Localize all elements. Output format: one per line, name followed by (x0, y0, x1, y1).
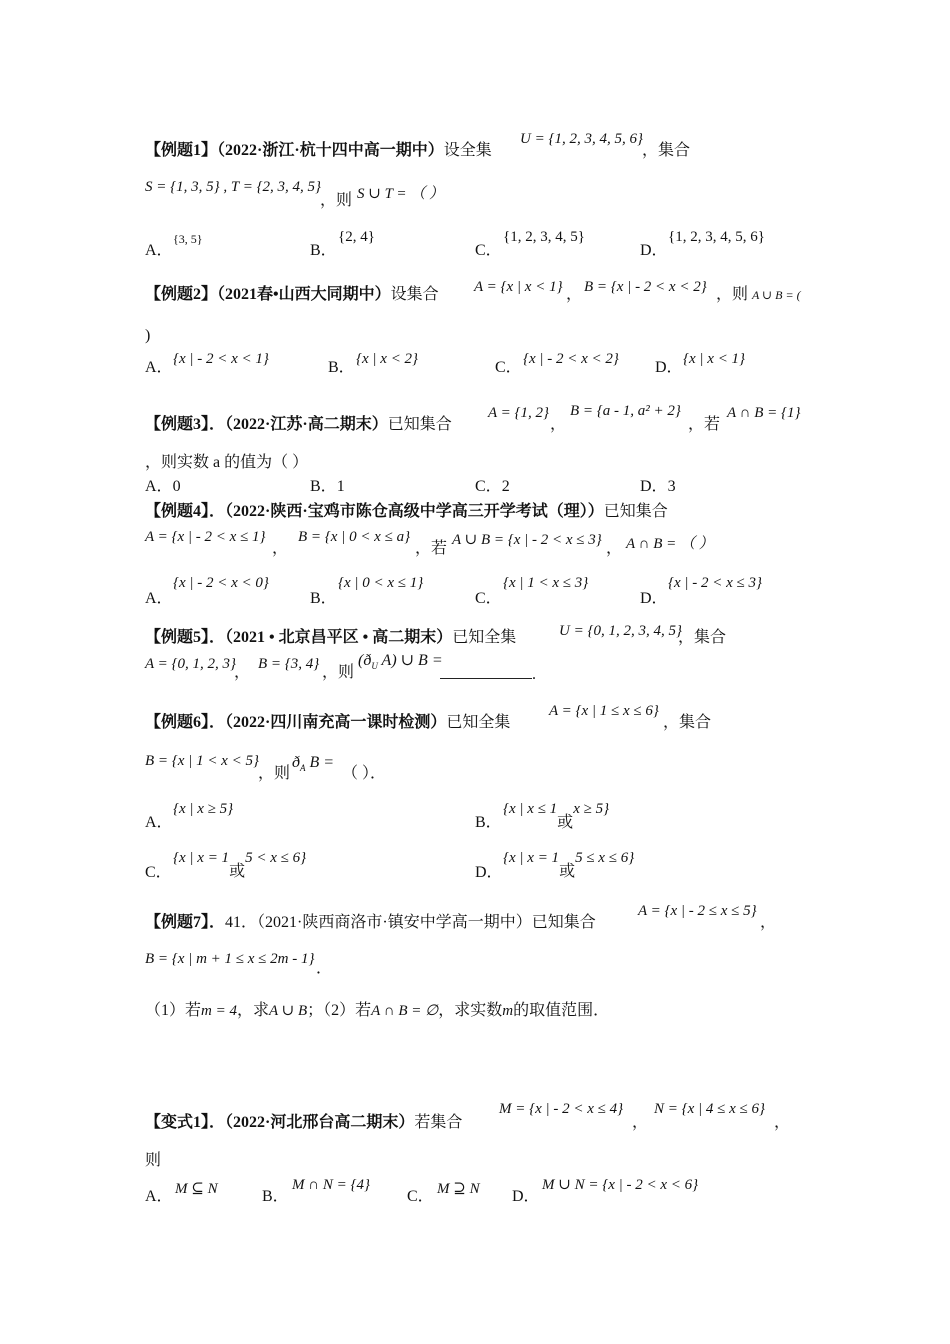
ex7-dot: ． (316, 960, 333, 977)
ex7-number: 41． (225, 914, 258, 931)
ex7-comma: ， (760, 914, 777, 931)
ex2-option-b-label[interactable]: B． (328, 359, 355, 376)
ex4-option-d[interactable]: {x | - 2 < x ≤ 3} (668, 575, 763, 591)
ex3-question: ，则实数 a 的值为（ ） (145, 454, 309, 471)
ex1-option-d-label[interactable]: D． (640, 242, 668, 259)
ex7-set-a: A = {x | - 2 ≤ x ≤ 5} (638, 903, 757, 919)
ex5-complement-sub: U (371, 661, 378, 672)
ex5-comma: ， (234, 664, 251, 681)
ex1-tail: ，集合 (642, 142, 691, 159)
var1-stem (145, 1112, 462, 1134)
ex3-option-d-label: D． (640, 478, 668, 495)
ex6-option-c-part2: 5 < x ≤ 6} (245, 850, 307, 866)
ex3-comma: ， (550, 416, 567, 433)
ex3-option-b[interactable] (310, 476, 345, 498)
ex3-set-b: B = {a - 1, a² + 2} (570, 403, 681, 419)
ex3-source: （2022·江苏·高二期末） (225, 416, 388, 433)
ex7-subquestions (145, 1000, 609, 1022)
ex6-option-b-label[interactable]: B． (475, 814, 502, 831)
ex2-set-a: A = {x | x < 1} (474, 279, 563, 295)
ex7-stem (145, 912, 596, 934)
var1-then: 则 (145, 1152, 162, 1169)
ex3-intro: 已知集合 (387, 416, 452, 433)
ex5-end: . (532, 666, 536, 683)
ex6-option-b[interactable] (503, 798, 610, 831)
ex7-intersection: A ∩ B = ∅ (371, 1003, 439, 1019)
ex6-complement-symbol: ð (292, 754, 300, 771)
ex6-tail: ，集合 (663, 714, 712, 731)
ex1-source: （2022·浙江·杭十四中高一期中） (217, 142, 444, 159)
ex2-option-a[interactable]: {x | - 2 < x < 1} (173, 351, 269, 367)
ex1-intro: 设全集 (443, 142, 492, 159)
ex4-source: （2022·陕西·宝鸡市陈仓高级中学高三开学考试（理）） (225, 503, 604, 520)
ex7-m-value: m = 4 (201, 1003, 237, 1019)
var1-option-c[interactable]: M ⊇ N (437, 1181, 480, 1197)
ex6-source: （2022·四川南充高一课时检测） (225, 714, 447, 731)
ex3-option-a-label: A． (145, 478, 173, 495)
ex2-option-d[interactable]: {x | x < 1} (683, 351, 746, 367)
ex2-set-b: B = {x | - 2 < x < 2} (584, 279, 707, 295)
ex6-option-c-or: 或 (229, 863, 246, 880)
ex4-intro: 已知集合 (603, 503, 668, 520)
ex1-then: ，则 (320, 192, 353, 209)
ex1-option-a[interactable]: {3, 5} (173, 232, 203, 246)
ex4-option-a[interactable]: {x | - 2 < x < 0} (173, 575, 269, 591)
ex6-tag: 【例题6】． (145, 714, 226, 731)
ex6-intro: 已知全集 (446, 714, 511, 731)
ex4-comma2: ， (606, 540, 623, 557)
ex6-option-c-part1: {x | x = 1 (173, 850, 230, 866)
ex5-intro: 已知全集 (452, 629, 517, 646)
ex5-tail: ，集合 (678, 629, 727, 646)
ex7-tag: 【例题7】． (145, 914, 226, 931)
ex4-set-a: A = {x | - 2 < x ≤ 1} (145, 529, 266, 545)
ex2-tag: 【例题2】 (145, 286, 218, 303)
ex3-option-c-value: 2 (501, 478, 510, 495)
ex5-tag: 【例题5】． (145, 629, 226, 646)
ex7-set-b: B = {x | m + 1 ≤ x ≤ 2m - 1} (145, 951, 315, 967)
ex1-option-c[interactable]: {1, 2, 3, 4, 5} (503, 229, 585, 245)
ex4-option-c-label[interactable]: C． (475, 590, 502, 607)
ex4-comma: ， (272, 540, 289, 557)
ex4-condition: A ∪ B = {x | - 2 < x ≤ 3} (452, 532, 602, 548)
var1-option-a-label[interactable]: A． (145, 1188, 173, 1205)
ex7-p4: ，求实数 (438, 1002, 503, 1019)
ex5-then: ，则 (322, 664, 355, 681)
ex6-option-d-label[interactable]: D． (475, 864, 503, 881)
ex3-tag: 【例题3】． (145, 416, 226, 433)
ex7-p5: 的取值范围． (513, 1002, 610, 1019)
ex4-stem (145, 501, 668, 523)
ex6-option-b-or: 或 (557, 814, 574, 831)
ex5-complement-symbol: (ð (358, 652, 372, 669)
ex6-option-d-part2: 5 ≤ x ≤ 6} (575, 850, 635, 866)
ex1-sets-st: S = {1, 3, 5} , T = {2, 3, 4, 5} (145, 179, 322, 195)
ex3-option-c-label: C． (475, 478, 502, 495)
var1-set-n: N = {x | 4 ≤ x ≤ 6} (654, 1101, 766, 1117)
ex2-option-b[interactable]: {x | x < 2} (356, 351, 419, 367)
ex6-expr (292, 752, 334, 779)
ex6-option-d[interactable] (503, 847, 635, 880)
ex1-option-c-label[interactable]: C． (475, 242, 502, 259)
ex6-stem (145, 712, 510, 734)
ex4-option-c[interactable]: {x | 1 < x ≤ 3} (503, 575, 589, 591)
ex3-option-d-value: 3 (667, 478, 676, 495)
ex7-union: A ∪ B (269, 1003, 308, 1019)
ex6-then: ，则 (258, 765, 291, 782)
ex5-set-a: A = {0, 1, 2, 3} (145, 656, 237, 672)
ex4-expr: A ∩ B = （ ） (626, 536, 714, 552)
ex1-option-a-label[interactable]: A． (145, 242, 173, 259)
ex2-then: ，则 (716, 286, 749, 303)
ex3-set-a: A = {1, 2} (488, 405, 550, 421)
ex4-set-b: B = {x | 0 < x ≤ a} (298, 529, 411, 545)
ex5-answer-blank[interactable] (440, 662, 536, 686)
ex5-stem (145, 627, 516, 649)
ex2-close-paren: ) (145, 327, 151, 344)
ex6-option-b-part2: x ≥ 5} (573, 801, 610, 817)
var1-option-d-label[interactable]: D． (512, 1188, 540, 1205)
var1-option-d[interactable]: M ∪ N = {x | - 2 < x < 6} (542, 1177, 699, 1193)
var1-tag: 【变式1】． (145, 1114, 226, 1131)
ex3-option-b-value: 1 (336, 478, 345, 495)
ex6-set-b: B = {x | 1 < x < 5} (145, 753, 259, 769)
ex7-m-var: m (502, 1003, 514, 1019)
ex4-if: ，若 (415, 540, 448, 557)
ex5-expr-rest: A) ∪ B = (377, 652, 443, 669)
ex4-option-b-label[interactable]: B． (310, 590, 337, 607)
ex4-tag: 【例题4】． (145, 503, 226, 520)
ex6-option-d-or: 或 (559, 863, 576, 880)
var1-option-c-label[interactable]: C． (407, 1188, 434, 1205)
ex7-source: （2021·陕西商洛市·镇安中学高一期中）已知集合 (257, 914, 596, 931)
var1-intro: 若集合 (414, 1114, 463, 1131)
ex2-option-c-label[interactable]: C． (495, 359, 522, 376)
ex2-expr: A ∪ B = ( (752, 288, 801, 302)
ex2-option-d-label[interactable]: D． (655, 359, 683, 376)
ex5-set-b: B = {3, 4} (258, 656, 320, 672)
ex1-universal-set: U = {1, 2, 3, 4, 5, 6} (520, 131, 643, 147)
ex6-option-d-part1: {x | x = 1 (503, 850, 560, 866)
ex7-p3: ；（2）若 (307, 1002, 372, 1019)
ex3-if: ，若 (688, 416, 721, 433)
var1-option-b[interactable]: M ∩ N = {4} (292, 1177, 370, 1193)
ex1-option-b[interactable]: {2, 4} (338, 229, 375, 245)
ex1-tag: 【例题1】 (145, 142, 218, 159)
ex3-option-a[interactable] (145, 476, 181, 498)
var1-source: （2022·河北邢台高二期末） (225, 1114, 415, 1131)
ex6-complement-sub: A (300, 763, 306, 774)
ex1-option-d[interactable]: {1, 2, 3, 4, 5, 6} (668, 229, 765, 245)
ex2-intro: 设集合 (390, 286, 439, 303)
ex1-stem (145, 140, 492, 162)
ex5-universal-set: U = {0, 1, 2, 3, 4, 5} (559, 623, 682, 639)
ex6-option-c[interactable] (173, 847, 307, 880)
ex3-option-a-value: 0 (172, 478, 181, 495)
ex7-p2: ，求 (236, 1002, 269, 1019)
ex7-p1: （1）若 (145, 1002, 202, 1019)
ex4-option-b[interactable]: {x | 0 < x ≤ 1} (338, 575, 424, 591)
var1-tail: ， (774, 1114, 791, 1131)
var1-option-b-label[interactable]: B． (262, 1188, 289, 1205)
ex5-expr (358, 650, 443, 677)
var1-comma: ， (632, 1114, 649, 1131)
ex3-stem (145, 414, 452, 436)
ex6-option-a[interactable]: {x | x ≥ 5} (173, 801, 234, 817)
ex3-option-c[interactable] (475, 476, 510, 498)
ex1-expr: S ∪ T = （ ） (357, 186, 445, 202)
ex2-source: （2021春•山西大同期中） (217, 286, 391, 303)
ex6-option-b-part1: {x | x ≤ 1 (503, 801, 558, 817)
ex4-option-a-label[interactable]: A． (145, 590, 173, 607)
ex6-expr-rest: B = (305, 754, 335, 771)
ex5-source: （2021 • 北京昌平区 • 高二期末） (225, 629, 453, 646)
ex6-paren: （ ）． (342, 765, 387, 782)
ex3-option-b-label: B． (310, 478, 337, 495)
var1-option-a[interactable]: M ⊆ N (175, 1181, 218, 1197)
ex1-option-b-label[interactable]: B． (310, 242, 337, 259)
var1-set-m: M = {x | - 2 < x ≤ 4} (499, 1101, 624, 1117)
ex2-option-a-label[interactable]: A． (145, 359, 173, 376)
ex3-option-d[interactable] (640, 476, 676, 498)
ex2-comma: ， (566, 286, 583, 303)
ex6-option-c-label[interactable]: C． (145, 864, 172, 881)
ex6-universal-set: A = {x | 1 ≤ x ≤ 6} (549, 703, 659, 719)
ex2-option-c[interactable]: {x | - 2 < x < 2} (523, 351, 619, 367)
ex4-option-d-label[interactable]: D． (640, 590, 668, 607)
ex6-option-a-label[interactable]: A． (145, 814, 173, 831)
ex2-stem (145, 284, 439, 306)
ex3-condition: A ∩ B = {1} (727, 405, 801, 421)
